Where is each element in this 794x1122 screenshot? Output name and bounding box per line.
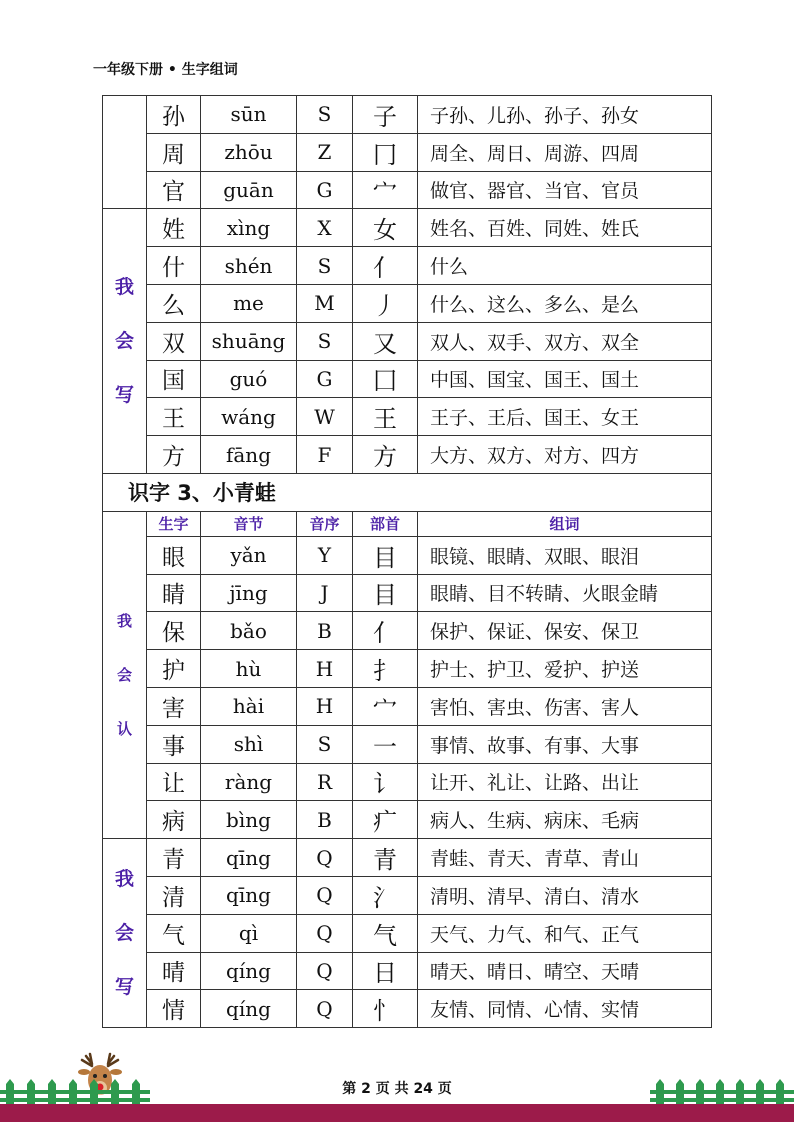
character-cell: 护 bbox=[147, 650, 201, 688]
initial-letter-cell: Z bbox=[297, 133, 353, 171]
group-label-cell bbox=[103, 839, 147, 1028]
radical-cell: 囗 bbox=[353, 360, 418, 398]
initial-letter-cell: H bbox=[297, 650, 353, 688]
words-cell: 护士、护卫、爱护、护送 bbox=[418, 650, 712, 688]
pinyin-cell: yǎn bbox=[201, 536, 297, 574]
pinyin-cell: qì bbox=[201, 914, 297, 952]
column-header-char: 生字 bbox=[147, 511, 201, 536]
radical-cell: 王 bbox=[353, 398, 418, 436]
words-cell: 眼镜、眼睛、双眼、眼泪 bbox=[418, 536, 712, 574]
radical-cell: 方 bbox=[353, 436, 418, 474]
pinyin-cell: jīng bbox=[201, 574, 297, 612]
character-cell: 病 bbox=[147, 801, 201, 839]
group-label-cell bbox=[103, 209, 147, 474]
pinyin-cell: ràng bbox=[201, 763, 297, 801]
footer-bar bbox=[0, 1104, 794, 1122]
pinyin-cell: guó bbox=[201, 360, 297, 398]
character-cell: 清 bbox=[147, 876, 201, 914]
radical-cell: 目 bbox=[353, 536, 418, 574]
initial-letter-cell: X bbox=[297, 209, 353, 247]
words-cell: 做官、器官、当官、官员 bbox=[418, 171, 712, 209]
character-cell: 气 bbox=[147, 914, 201, 952]
character-cell: 国 bbox=[147, 360, 201, 398]
character-cell: 什 bbox=[147, 247, 201, 285]
radical-cell: 宀 bbox=[353, 171, 418, 209]
radical-cell: 目 bbox=[353, 574, 418, 612]
column-header-row bbox=[103, 511, 712, 536]
initial-letter-cell: S bbox=[297, 322, 353, 360]
group-label-char: 我 bbox=[114, 868, 134, 891]
radical-cell: 扌 bbox=[353, 650, 418, 688]
character-cell: 睛 bbox=[147, 574, 201, 612]
radical-cell: 氵 bbox=[353, 876, 418, 914]
words-cell: 什么、这么、多么、是么 bbox=[418, 284, 712, 322]
pinyin-cell: hài bbox=[201, 687, 297, 725]
column-header-words: 组词 bbox=[418, 511, 712, 536]
section-title: 识字 3、小青蛙 bbox=[103, 473, 712, 511]
words-cell: 子孙、儿孙、孙子、孙女 bbox=[418, 96, 712, 134]
pinyin-cell: qīng bbox=[201, 839, 297, 877]
pinyin-cell: qíng bbox=[201, 952, 297, 990]
vocabulary-table bbox=[102, 95, 712, 1028]
character-cell: 让 bbox=[147, 763, 201, 801]
words-cell: 姓名、百姓、同姓、姓氏 bbox=[418, 209, 712, 247]
words-cell: 病人、生病、病床、毛病 bbox=[418, 801, 712, 839]
table-row bbox=[103, 247, 712, 285]
radical-cell: 冂 bbox=[353, 133, 418, 171]
character-cell: 事 bbox=[147, 725, 201, 763]
pinyin-cell: qíng bbox=[201, 990, 297, 1028]
table-row bbox=[103, 171, 712, 209]
initial-letter-cell: B bbox=[297, 801, 353, 839]
character-cell: 官 bbox=[147, 171, 201, 209]
group-label-char: 认 bbox=[116, 719, 132, 738]
words-cell: 保护、保证、保安、保卫 bbox=[418, 612, 712, 650]
radical-cell: 子 bbox=[353, 96, 418, 134]
table-row bbox=[103, 322, 712, 360]
table-row bbox=[103, 725, 712, 763]
column-header-pinyin: 音节 bbox=[201, 511, 297, 536]
group-label-char: 写 bbox=[114, 976, 134, 999]
initial-letter-cell: F bbox=[297, 436, 353, 474]
initial-letter-cell: J bbox=[297, 574, 353, 612]
group-label-char: 我 bbox=[114, 276, 134, 299]
table-row bbox=[103, 952, 712, 990]
initial-letter-cell: W bbox=[297, 398, 353, 436]
radical-cell: 亻 bbox=[353, 612, 418, 650]
radical-cell: 宀 bbox=[353, 687, 418, 725]
initial-letter-cell: Y bbox=[297, 536, 353, 574]
initial-letter-cell: G bbox=[297, 360, 353, 398]
initial-letter-cell: S bbox=[297, 725, 353, 763]
table-row bbox=[103, 801, 712, 839]
initial-letter-cell: G bbox=[297, 171, 353, 209]
character-cell: 孙 bbox=[147, 96, 201, 134]
pinyin-cell: zhōu bbox=[201, 133, 297, 171]
initial-letter-cell: M bbox=[297, 284, 353, 322]
character-cell: 情 bbox=[147, 990, 201, 1028]
character-cell: 姓 bbox=[147, 209, 201, 247]
pinyin-cell: shì bbox=[201, 725, 297, 763]
words-cell: 王子、王后、国王、女王 bbox=[418, 398, 712, 436]
pinyin-cell: fāng bbox=[201, 436, 297, 474]
table-row bbox=[103, 209, 712, 247]
group-label-char: 会 bbox=[114, 330, 134, 353]
table-row bbox=[103, 96, 712, 134]
initial-letter-cell: Q bbox=[297, 876, 353, 914]
pinyin-cell: bìng bbox=[201, 801, 297, 839]
page-number: 第 2 页 共 24 页 bbox=[342, 1081, 452, 1097]
table-row bbox=[103, 536, 712, 574]
words-cell: 周全、周日、周游、四周 bbox=[418, 133, 712, 171]
table-row bbox=[103, 914, 712, 952]
group-label-char: 会 bbox=[116, 665, 132, 684]
table-row bbox=[103, 360, 712, 398]
character-cell: 青 bbox=[147, 839, 201, 877]
group-label-char: 会 bbox=[114, 922, 134, 945]
words-cell: 事情、故事、有事、大事 bbox=[418, 725, 712, 763]
table-row bbox=[103, 650, 712, 688]
words-cell: 清明、清早、清白、清水 bbox=[418, 876, 712, 914]
words-cell: 晴天、晴日、晴空、天晴 bbox=[418, 952, 712, 990]
radical-cell: 亻 bbox=[353, 247, 418, 285]
table-row bbox=[103, 574, 712, 612]
initial-letter-cell: H bbox=[297, 687, 353, 725]
table-row bbox=[103, 839, 712, 877]
radical-cell: 又 bbox=[353, 322, 418, 360]
words-cell: 天气、力气、和气、正气 bbox=[418, 914, 712, 952]
initial-letter-cell: Q bbox=[297, 952, 353, 990]
table-row bbox=[103, 687, 712, 725]
words-cell: 什么 bbox=[418, 247, 712, 285]
pinyin-cell: hù bbox=[201, 650, 297, 688]
radical-cell: 气 bbox=[353, 914, 418, 952]
table-row bbox=[103, 990, 712, 1028]
pinyin-cell: wáng bbox=[201, 398, 297, 436]
pinyin-cell: xìng bbox=[201, 209, 297, 247]
document-header: 一年级下册 • 生字组词 bbox=[93, 62, 238, 78]
initial-letter-cell: R bbox=[297, 763, 353, 801]
character-cell: 周 bbox=[147, 133, 201, 171]
pinyin-cell: me bbox=[201, 284, 297, 322]
pinyin-cell: shuāng bbox=[201, 322, 297, 360]
group-label-char: 写 bbox=[114, 384, 134, 407]
table-row bbox=[103, 612, 712, 650]
character-cell: 双 bbox=[147, 322, 201, 360]
table-row bbox=[103, 133, 712, 171]
section-title-row bbox=[103, 473, 712, 511]
radical-cell: 丿 bbox=[353, 284, 418, 322]
radical-cell: 一 bbox=[353, 725, 418, 763]
radical-cell: 疒 bbox=[353, 801, 418, 839]
radical-cell: 忄 bbox=[353, 990, 418, 1028]
character-cell: 晴 bbox=[147, 952, 201, 990]
pinyin-cell: shén bbox=[201, 247, 297, 285]
character-cell: 么 bbox=[147, 284, 201, 322]
initial-letter-cell: Q bbox=[297, 839, 353, 877]
radical-cell: 青 bbox=[353, 839, 418, 877]
pinyin-cell: sūn bbox=[201, 96, 297, 134]
words-cell: 中国、国宝、国王、国土 bbox=[418, 360, 712, 398]
pinyin-cell: guān bbox=[201, 171, 297, 209]
group-label-cell bbox=[103, 96, 147, 209]
words-cell: 眼睛、目不转睛、火眼金睛 bbox=[418, 574, 712, 612]
column-header-letter: 音序 bbox=[297, 511, 353, 536]
words-cell: 让开、礼让、让路、出让 bbox=[418, 763, 712, 801]
group-label-cell bbox=[103, 511, 147, 838]
words-cell: 害怕、害虫、伤害、害人 bbox=[418, 687, 712, 725]
table-row bbox=[103, 398, 712, 436]
initial-letter-cell: B bbox=[297, 612, 353, 650]
initial-letter-cell: Q bbox=[297, 990, 353, 1028]
character-cell: 眼 bbox=[147, 536, 201, 574]
radical-cell: 女 bbox=[353, 209, 418, 247]
pinyin-cell: qīng bbox=[201, 876, 297, 914]
initial-letter-cell: S bbox=[297, 247, 353, 285]
character-cell: 害 bbox=[147, 687, 201, 725]
words-cell: 双人、双手、双方、双全 bbox=[418, 322, 712, 360]
words-cell: 大方、双方、对方、四方 bbox=[418, 436, 712, 474]
character-cell: 保 bbox=[147, 612, 201, 650]
character-cell: 方 bbox=[147, 436, 201, 474]
column-header-radical: 部首 bbox=[353, 511, 418, 536]
words-cell: 青蛙、青天、青草、青山 bbox=[418, 839, 712, 877]
radical-cell: 讠 bbox=[353, 763, 418, 801]
words-cell: 友情、同情、心情、实情 bbox=[418, 990, 712, 1028]
group-label-char: 我 bbox=[116, 611, 132, 630]
radical-cell: 日 bbox=[353, 952, 418, 990]
character-cell: 王 bbox=[147, 398, 201, 436]
table-row bbox=[103, 763, 712, 801]
table-row bbox=[103, 876, 712, 914]
initial-letter-cell: S bbox=[297, 96, 353, 134]
table-row bbox=[103, 284, 712, 322]
initial-letter-cell: Q bbox=[297, 914, 353, 952]
table-row bbox=[103, 436, 712, 474]
pinyin-cell: bǎo bbox=[201, 612, 297, 650]
